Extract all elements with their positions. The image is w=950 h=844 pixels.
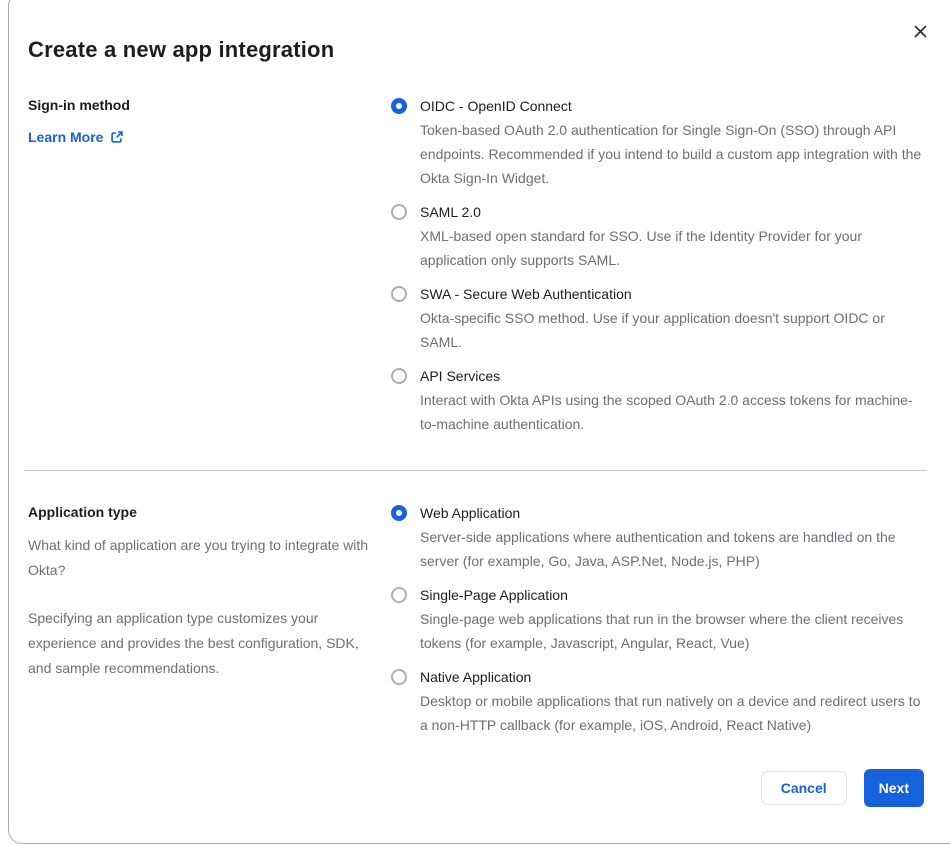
close-icon	[913, 24, 928, 39]
radio-option-description: XML-based open standard for SSO. Use if the Identity Provider for your application only supports SAML.	[420, 228, 862, 268]
radio-option-description: Okta-specific SSO method. Use if your application doesn't support OIDC or SAML.	[420, 310, 885, 350]
section-divider	[24, 470, 927, 471]
learn-more-label: Learn More	[28, 129, 104, 145]
radio-option-label: SAML 2.0	[420, 204, 481, 220]
external-link-icon	[110, 130, 124, 144]
radio-option-label: Web Application	[420, 505, 521, 521]
radio-option-web-application[interactable]	[391, 501, 928, 573]
application-type-question: What kind of application are you trying to integrate with Okta?	[28, 537, 369, 578]
dialog-title: Create a new app integration	[28, 37, 335, 62]
cancel-button[interactable]: Cancel	[761, 771, 847, 805]
radio-icon[interactable]	[391, 669, 407, 685]
radio-option-single-page-application[interactable]	[391, 583, 928, 655]
radio-option-saml[interactable]	[391, 200, 928, 272]
sign-in-method-options	[391, 94, 928, 446]
radio-option-label: SWA - Secure Web Authentication	[420, 286, 632, 302]
radio-option-label: API Services	[420, 368, 501, 384]
dialog-footer	[761, 769, 924, 807]
application-type-explanation: Specifying an application type customizes your experience and provides the best configuration, SDK, and sample recommendations.	[28, 610, 359, 676]
application-type-column	[28, 502, 378, 681]
radio-option-swa[interactable]	[391, 282, 928, 354]
radio-icon[interactable]	[391, 368, 407, 384]
radio-icon[interactable]	[391, 204, 407, 220]
sign-in-method-heading: Sign-in method	[28, 97, 130, 113]
radio-option-api-services[interactable]	[391, 364, 928, 436]
radio-option-description: Server-side applications where authentication and tokens are handled on the server (for example, Go, Java, ASP.Net, Node.js, PHP)	[420, 529, 896, 569]
radio-icon[interactable]	[391, 505, 407, 521]
application-type-options	[391, 501, 928, 747]
radio-option-native-application[interactable]	[391, 665, 928, 737]
radio-option-description: Interact with Okta APIs using the scoped OAuth 2.0 access tokens for machine-to-machine authentication.	[420, 392, 913, 432]
radio-icon[interactable]	[391, 286, 407, 302]
next-button[interactable]: Next	[864, 769, 924, 807]
application-type-heading: Application type	[28, 504, 137, 520]
radio-option-label: Native Application	[420, 669, 532, 685]
radio-option-label: OIDC - OpenID Connect	[420, 98, 572, 114]
radio-icon[interactable]	[391, 587, 407, 603]
sign-in-method-column	[28, 95, 368, 147]
radio-icon[interactable]	[391, 98, 407, 114]
radio-option-description: Token-based OAuth 2.0 authentication for Single Sign-On (SSO) through API endpoints. Recommended if you intend to build a custom app integration with the Okta Sign-In Widget.	[420, 122, 922, 186]
radio-option-oidc[interactable]	[391, 94, 928, 190]
radio-option-label: Single-Page Application	[420, 587, 568, 603]
radio-option-description: Single-page web applications that run in the browser where the client receives tokens (for example, Javascript, Angular, React, Vue)	[420, 611, 904, 651]
close-button[interactable]	[910, 21, 930, 41]
radio-option-description: Desktop or mobile applications that run natively on a device and redirect users to a non-HTTP callback (for example, iOS, Android, React Native)	[420, 693, 921, 733]
learn-more-link[interactable]	[28, 129, 124, 145]
